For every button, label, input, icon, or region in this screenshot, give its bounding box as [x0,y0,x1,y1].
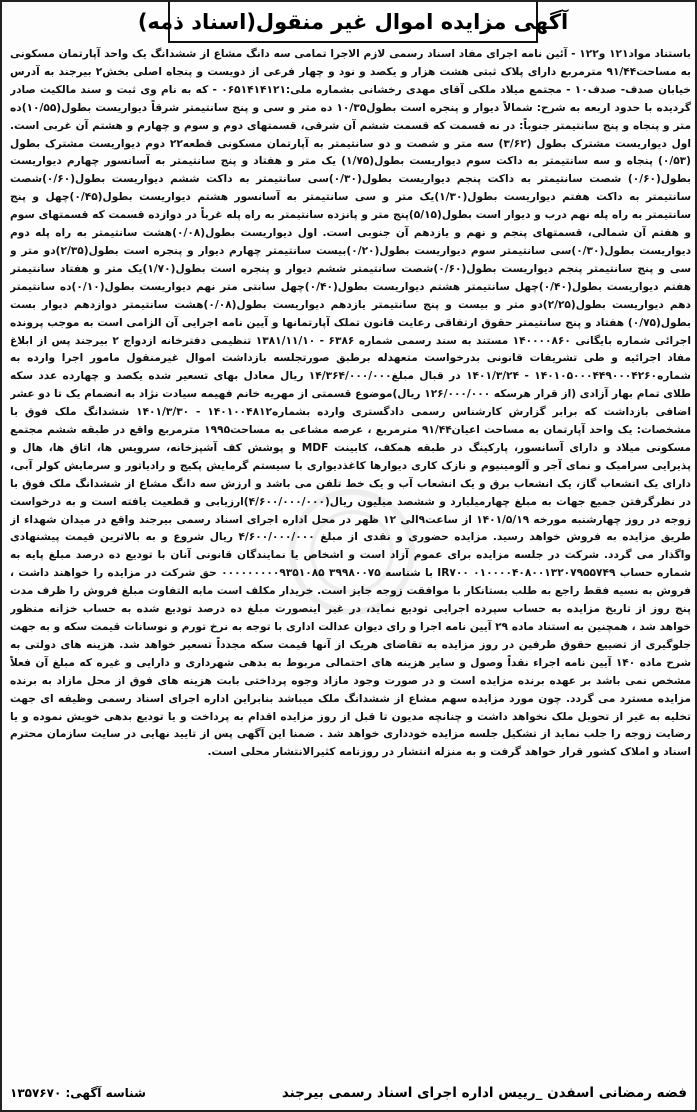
notice-body: باستناد مواد۱۲۱ و۱۲۲ - آئین نامه اجرای مفاد اسناد رسمی لازم الاجرا تمامی سه دانگ مشاع از ششدانگ یک واحد آپارتمان مسکونی به مساحت۹۱/۴۴ مترمربع دارای پلاک ثبتی هشت هزار و یکصد و نود و چهار فرعی از دویست و پنجاه اصلی بخش۲ بیرجند به آدرس خیابان صدف- صدف۱۰ - مجتمع میلاد ملکی آقای مهدی رخشانی بشماره ملی:۰۶۵۱۴۱۴۱۲۱ - که به نام وی ثبت و سند مالکیت صادر گردیده با حدود اربعه به شرح: شمالاً دیوار و پنجره است بطول۱۰/۳۵ ده متر و سی و پنج سانتیمتر شرقاً دیواریست بطول(۱۰/۵۵)ده متر و پنجاه و پنج سانتیمتر جنوباً: در نه قسمت که قسمت ششم آن شرقی، قسمتهای دوم و سوم و چهارم و هشتم آن غربی است. اول دیواریست مشترک بطول (۳/۶۲) سه متر و شصت و دو سانتیمتر به آپارتمان مسکونی قطعه۲۲ دوم دیواریست مشترک بطول (۰/۵۳) پنجاه و سه سانتیمتر به داکت سوم دیواریست بطول(۱/۷۵) یک متر و هفتاد و پنج سانتیمتر به آسانسور چهارم دیواریست بطول(۰/۶۰) شصت سانتیمتر به داکت پنجم دیواریست بطول(۰/۳۰)سی سانتیمتر به داکت ششم دیواریست بطول(۰/۶۰)شصت سانتیمتر به داکت هفتم دیواریست بطول(۱/۳۰)یک متر و سی سانتیمتر به آسانسور هشتم دیواریست بطول(۰/۴۵)چهل و پنج سانتیمتر به راه پله نهم درب و دیوار است بطول(۵/۱۵)پنج متر و پانزده سانتیمتر به راه پله غرباً در دوازده قسمت که قسمتهای سوم و هفتم آن شمالی، قسمتهای پنجم و نهم و یازدهم آن جنوبی است. اول دیواریست بطول(۰/۰۸)هشت سانتیمتر به راه پله دوم دیواریست بطول(۰/۳۰)سی سانتیمتر سوم دیواریست بطول(۰/۲۰)بیست سانتیمتر چهارم دیوار و پنجره است بطول(۲/۳۵)دو متر و سی و پنج سانتیمتر پنجم دیواریست بطول(۰/۶۰)شصت سانتیمتر ششم دیوار و پنجره است بطول(۱/۷۰)یک متر و هفتاد سانتیمتر هفتم دیواریست بطول(۰/۴۰)چهل سانتیمتر هشتم دیواریست بطول(۰/۴۰)چهل سانتی متر نهم دیواریست بطول(۰/۱۰)ده سانتیمتر دهم دیواریست بطول(۲/۲۵)دو متر و بیست و پنج سانتیمتر یازدهم دیواریست بطول(۰/۰۸)هشت سانتیمتر دوازدهم دیوار بست بطول(۰/۷۵) هفتاد و پنج سانتیمتر حقوق ارتفاقی رعایت قانون تملک آپارتمانها و آیین نامه اجرایی آن الزامی است به موجب پرونده اجرائی شماره بایگانی ۱۴۰۰۰۰۸۶۰ مستند به سند رسمی شماره ۶۳۸۶ - ۱۳۸۱/۱۱/۱۰ تنظیمی دفترخانه ازدواج ۲ بیرجند پس از ابلاغ مفاد اجرائیه و طی تشریفات قانونی بدرخواست متعهدله برطبق صورتجلسه بازداشت اموال غیرمنقول مامور اجرا وارده به شماره۱۴۰۱۰۵۰۰۰۴۴۹۰۰۰۴۲۶۰ - ۱۴۰۱/۳/۲۴ در قبال مبلغ۱۴/۳۶۴/۰۰۰/۰۰۰ ریال معادل بهای تسعیر شده یکصد و چهارده عدد سکه طلای تمام بهار آزادی (از قرار هرسکه ۱۲۶/۰۰۰/۰۰۰ ریال)موضوع قسمتی از مهریه خانم فهیمه سیادت نژاد به انضمام یک تا دو عشر اضافی بازداشت که برابر گزارش کارشناس رسمی دادگستری وارده بشماره۱۴۰۱۰۰۴۸۱۲ - ۱۴۰۱/۳/۳۰ ششدانگ ملک فوق با مشخصات: یک واحد آپارتمان به مساحت اعیان۹۱/۴۴ مترمربع ، عرصه مشاعی به مساحت۱۹۹۵ مترمربع واقع در طبقه ششم مجتمع مسکونی میلاد و دارای آسانسور، پارکینگ در طبقه همکف، کابینت MDF و پوشش کف آشپزخانه، سرویس ها، اتاق ها، هال و پذیرایی سرامیک و نمای آجر و آلومینیوم و نازک کاری دیوارها کاغذدیواری با سیستم گرمایش پکیج و رادیاتور و سرمایش کولر آبی، دارای یک انشعاب گاز، یک انشعاب برق و یک انشعاب آب و یک خط تلفن می باشد و ارزش سه دانگ مشاع از ششدانگ ملک فوق با در نظرگرفتن جمیع جهات به مبلغ چهارمیلیارد و ششصد میلیون ریال(۴/۶۰۰/۰۰۰/۰۰۰)ارزیابی و قطعیت یافته است و به درخواست زوجه در روز چهارشنبه مورخه ۱۴۰۱/۵/۱۹ از ساعت۹الی ۱۲ ظهر در محل اداره اجرای اسناد رسمی بیرجند واقع در میدان شهداء از طریق مزایده به فروش خواهد رسید. مزایده حضوری و نقدی از مبلغ ۴/۶۰۰/۰۰۰/۰۰۰ ریال شروع و به بالاترین قیمت پیشنهادی واگذار می گردد. شرکت در جلسه مزایده برای عموم آزاد است و اشخاص یا نمایندگان قانونی آنان با تودیع ده درصد مبلغ پایه به شماره حساب ۰۱۰۰۰۰۴۰۸۰۰۱۳۲۰۷۹۵۵۷۴۹ IR۷۰۰ با شناسه ۳۹۹۸۰۰۷۵ ۰۰۰۰۰۰۰۰۰۹۳۵۱۰۸۵ حق شرکت در مزایده را خواهند داشت ، فروش به نسیه فقط راجع به طلب بستانکار با موافقت زوجه جایز است. خریدار مکلف است مابه التفاوت مبلغ فروش را ظرف مدت پنج روز از تاریخ مزایده به حساب سپرده اجرایی تودیع نماید، در غیر اینصورت مبلغ ده درصد تودیع شده به حساب خزانه منظور خواهد شد ، همچنین به استناد ماده ۲۹ آیین نامه اجرا و رای دیوان عدالت اداری با توجه به نرخ تورم و نوسانات قیمت سکه و به جهت جلوگیری از تضییع حقوق طرفین در روز مزایده به تقاضای هریک از آنها قیمت سکه مجدداً تسعیر خواهد شد. هزینه های دولتی به شرح ماده ۱۴۰ آیین نامه اجراء نقداً وصول و سایر هزینه های احتمالی مربوط به بدهی شهرداری و دارایی و غیره که مبلغ آن فعلاً مشخص نمی باشد بر عهده برنده مزایده است و در صورت وجود مازاد وجوه پرداختی بابت هزینه های فوق از محل مازاد به برنده مزایده مسترد می گردد. چون مورد مزایده سهم مشاع از ششدانگ ملک میباشد بنابراین اداره اجرای اسناد رسمی وظیفه ای جهت تخلیه به غیر از تحویل ملک نخواهد داشت و چنانچه مدیون تا قبل از روز مزایده اقدام به پرداخت و یا تودیع بدهی خویش نموده و یا رضایت زوجه را جلب نماید از تشکیل جلسه مزایده خودداری خواهد شد . ضمنا این آگهی پس از تایید نهایی در سایت سازمان محترم اسناد و املاک کشور قرار خواهد گرفت و به منزله انتشار در روزنامه کثیرالانتشار محلی است. [10,48,691,759]
notice-title: آگهی مزایده اموال غیر منقول(اسناد ذمه) [137,9,569,34]
title-box [137,2,569,43]
notice-footer [10,1078,687,1108]
notice-id: شناسه آگهی: ۱۳۵۷۶۷۰ [10,1086,146,1100]
signature-line: فضه رمضانی اسفدن _رییس اداره اجرای اسناد رسمی بیرجند [281,1085,687,1101]
